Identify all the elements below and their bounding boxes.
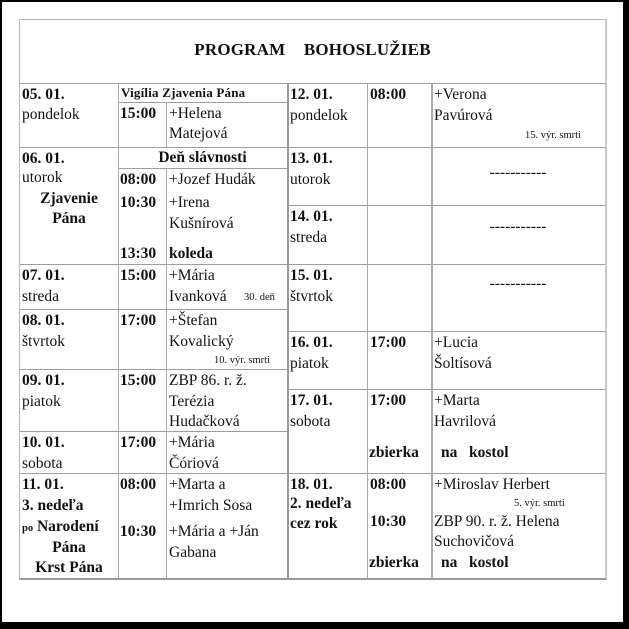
intention-note: 30. deň (244, 292, 275, 303)
header-divider (20, 83, 605, 84)
time: 08:00 (120, 171, 157, 188)
intention: Terézia (169, 393, 215, 410)
grid-line (287, 264, 605, 265)
grid-line (20, 309, 287, 310)
intention: Ivanková (169, 288, 227, 305)
date-1201: 12. 01. (290, 86, 333, 103)
day-1801: cez rok (290, 515, 338, 532)
no-mass-dash: ----------- (489, 164, 547, 181)
intention: +Irena (169, 194, 210, 211)
intention: +Imrich Sosa (169, 497, 253, 514)
grid-line (287, 83, 289, 578)
intention-note: 10. výr. smrti (214, 355, 271, 366)
time: 17:00 (120, 312, 157, 329)
date-0901: 09. 01. (22, 372, 65, 389)
grid-line (166, 168, 167, 578)
page-title: PROGRAM BOHOSLUŽIEB (194, 40, 431, 59)
intention: Suchovičová (434, 533, 515, 550)
date-1101: 11. 01. (22, 476, 64, 493)
day-0901: piatok (22, 393, 61, 410)
feast-name: Zjavenie (40, 190, 98, 207)
grid-line (118, 168, 287, 169)
day-0701: streda (22, 288, 60, 305)
collection-label: zbierka (369, 444, 419, 461)
day-0601: utorok (22, 169, 63, 186)
day-1201: pondelok (290, 107, 348, 124)
intention: koleda (169, 245, 213, 262)
intention: +Helena (169, 105, 222, 122)
grid-line (20, 264, 287, 265)
feast-banner: Deň slávnosti (158, 149, 247, 166)
grid-line (287, 331, 605, 332)
intention: +Miroslav Herbert (434, 476, 550, 493)
intention: ZBP 90. r. ž. Helena (434, 513, 560, 530)
feast-name: Pána (52, 210, 86, 227)
grid-line (20, 369, 166, 370)
intention: Hudačková (169, 413, 240, 430)
intention: Kušnírová (169, 215, 234, 232)
intention: +Jozef Hudák (169, 171, 256, 188)
time: 17:00 (370, 392, 407, 409)
time: 08:00 (370, 86, 407, 103)
time: 08:00 (120, 476, 157, 493)
feast-prefix: po (22, 523, 34, 534)
intention: Pavúrová (434, 107, 493, 124)
date-1601: 16. 01. (290, 334, 333, 351)
intention: Havrilová (434, 413, 496, 430)
collection-purpose: na kostol (441, 554, 509, 571)
time-0501: 15:00 (120, 105, 157, 122)
time: 10:30 (120, 194, 157, 211)
date-1301: 13. 01. (290, 150, 333, 167)
date-0801: 08. 01. (22, 312, 65, 329)
no-mass-dash: ----------- (489, 218, 547, 235)
date-1401: 14. 01. (290, 208, 333, 225)
date-0601: 06. 01. (22, 150, 65, 167)
day-1101: 3. nedeľa (22, 497, 84, 514)
intention-note: 15. výr. smrti (525, 130, 582, 141)
date-1801: 18. 01. (290, 476, 333, 493)
grid-line (166, 102, 167, 147)
intention: +Mária (169, 267, 215, 284)
grid-line (20, 431, 287, 432)
time: 08:00 (370, 476, 407, 493)
time: 15:00 (120, 267, 157, 284)
collection-label: zbierka (369, 554, 419, 571)
day-0501: pondelok (22, 106, 80, 123)
grid-line (367, 83, 368, 578)
intention: +Lucia (434, 334, 479, 351)
grid-line (287, 147, 605, 148)
day-1501: štvrtok (290, 288, 334, 305)
time: 10:30 (120, 523, 157, 540)
day-1001: sobota (22, 455, 63, 472)
intention: +Štefan (169, 312, 218, 329)
no-mass-dash: ----------- (489, 275, 547, 292)
intention: +Marta (434, 392, 480, 409)
grid-line (287, 389, 605, 390)
intention: Gabana (169, 544, 217, 561)
date-0501: 05. 01. (22, 86, 65, 103)
time: 10:30 (370, 513, 407, 530)
schedule-table (19, 19, 607, 580)
day-1601: piatok (290, 355, 329, 372)
date-1701: 17. 01. (290, 392, 333, 409)
grid-line (118, 83, 119, 147)
intention: Matejová (169, 125, 228, 142)
time: 17:00 (120, 434, 157, 451)
day-1401: streda (290, 229, 328, 246)
intention: Šoltísová (434, 355, 492, 372)
time: 17:00 (370, 334, 407, 351)
day-1801: 2. nedeľa (290, 495, 352, 512)
day-0801: štvrtok (22, 333, 66, 350)
intention: +Mária (169, 434, 215, 451)
intention: ZBP 86. r. ž. (169, 372, 247, 389)
time: 15:00 (120, 372, 157, 389)
feast-word: Narodení (36, 518, 99, 535)
grid-line (20, 473, 605, 474)
feast-name: Pána (52, 539, 86, 556)
vigil-banner: Vigília Zjavenia Pána (121, 85, 246, 100)
day-1301: utorok (290, 171, 331, 188)
intention: +Verona (434, 86, 487, 103)
day-1701: sobota (290, 413, 331, 430)
date-0701: 07. 01. (22, 267, 65, 284)
feast-name: Krst Pána (35, 559, 103, 576)
intention-note: 5. výr. smrti (514, 498, 565, 509)
date-1501: 15. 01. (290, 267, 333, 284)
page (2, 2, 623, 622)
grid-line (431, 83, 433, 578)
intention: +Mária a +Ján (169, 523, 259, 540)
intention: Čóriová (169, 455, 219, 472)
date-1001: 10. 01. (22, 434, 65, 451)
time: 13:30 (120, 245, 157, 262)
feast-name (22, 517, 99, 539)
collection-purpose: na kostol (441, 444, 509, 461)
intention: Kovalický (169, 333, 234, 350)
grid-line (118, 147, 119, 578)
grid-line (287, 205, 605, 206)
intention: +Marta a (169, 476, 226, 493)
